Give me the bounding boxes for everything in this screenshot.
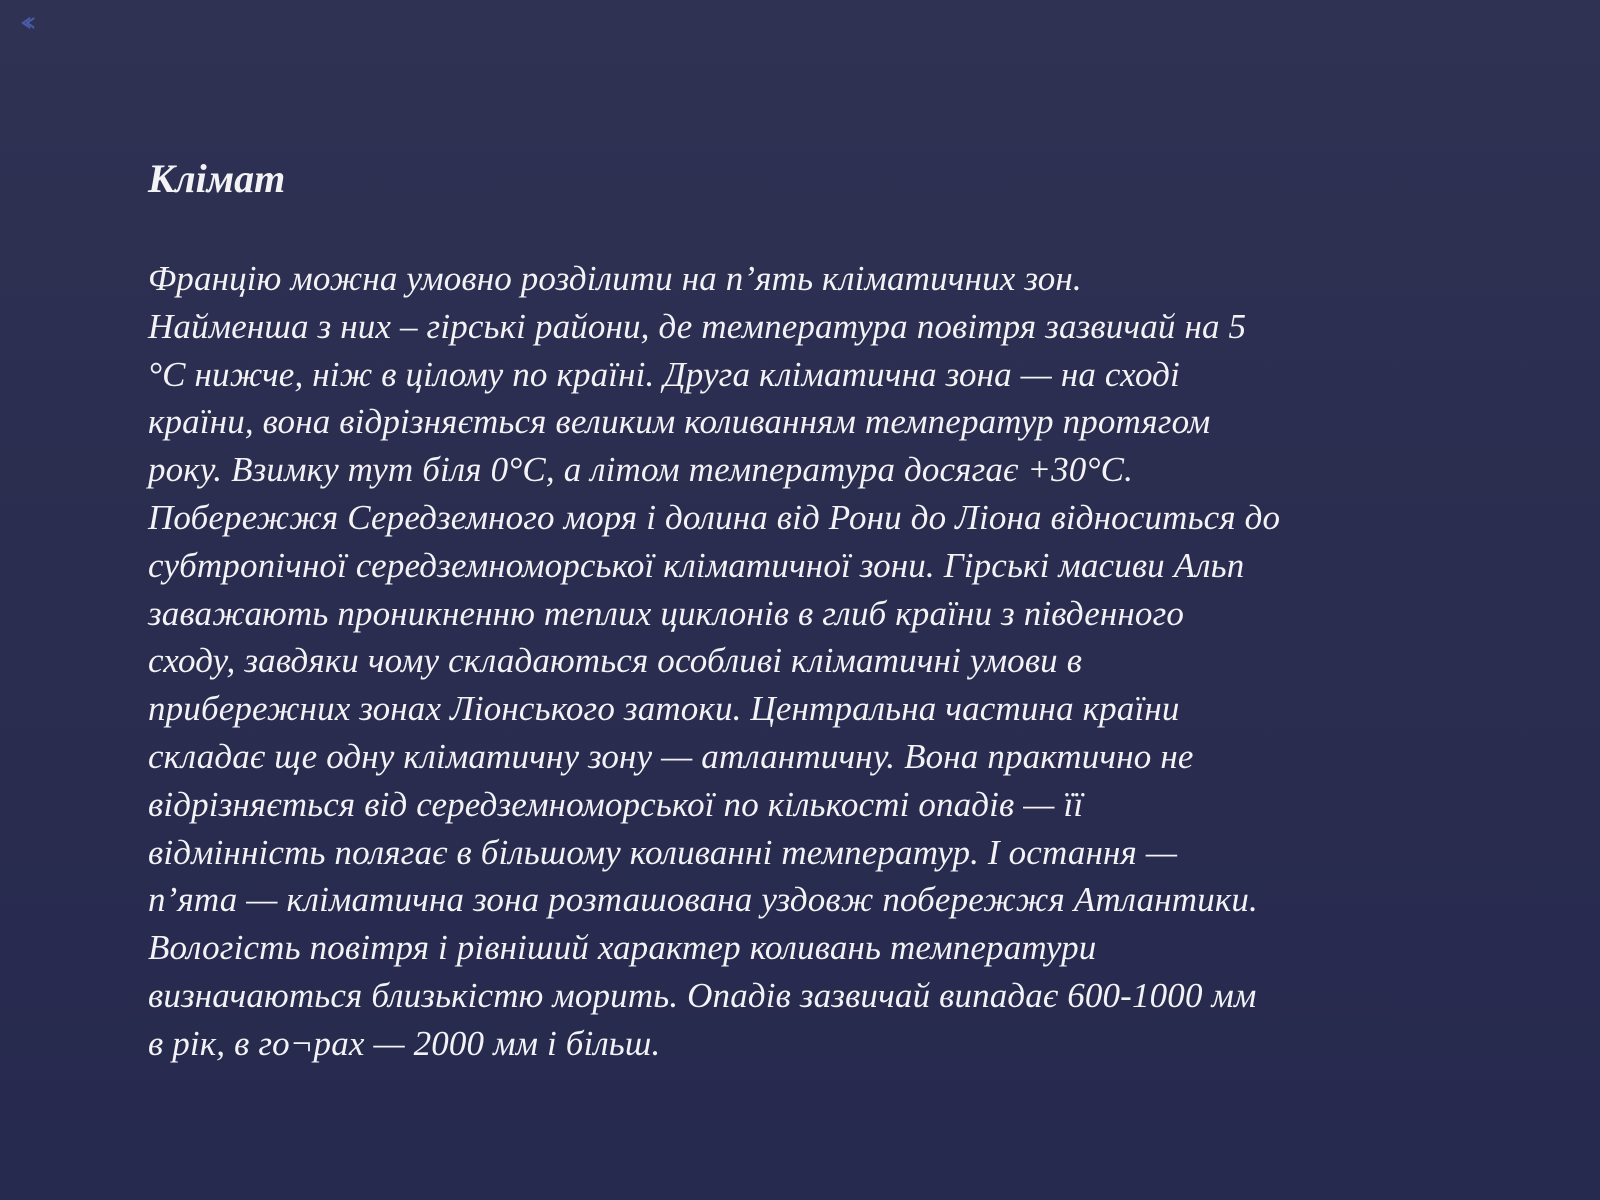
slide-body-text: Францію можна умовно розділити на п’ять кліматичних зон. Найменша з них – гірські райони, де температура повітря зазвичай на 5 °C нижче, ніж в цілому по країні. Друга кліматична зона — на сході країни, вона відрізняється великим коливанням температур протягом року. Взимку тут біля 0°C, а літом температура досягає +30°C. Побережжя Середземного моря і долина від Рони до Ліона відноситься до субтропічної середземноморської кліматичної зони. Гірські масиви Альп заважають проникненню теплих циклонів в глиб країни з південного сходу, завдяки чому складаються особливі кліматичні умови в прибережних зонах Ліонського затоки. Центральна частина країни складає ще одну кліматичну зону — атлантичну. Вона практично не відрізняється від середземноморської по кількості опадів — її відмінність полягає в більшому коливанні температур. І остання — п’ята — кліматична зона розташована уздовж побережжя Атлантики. Вологість повітря і рівніший характер коливань температури визначаються близькістю морить. Опадів зазвичай випадає 600-1000 мм в рік, в го¬рах — 2000 мм і більш. [148, 259, 1281, 1063]
slide-content [148, 155, 1453, 1068]
double-chevron-left-icon: ‹‹ [19, 5, 28, 38]
slide-title: Клімат [148, 156, 286, 201]
